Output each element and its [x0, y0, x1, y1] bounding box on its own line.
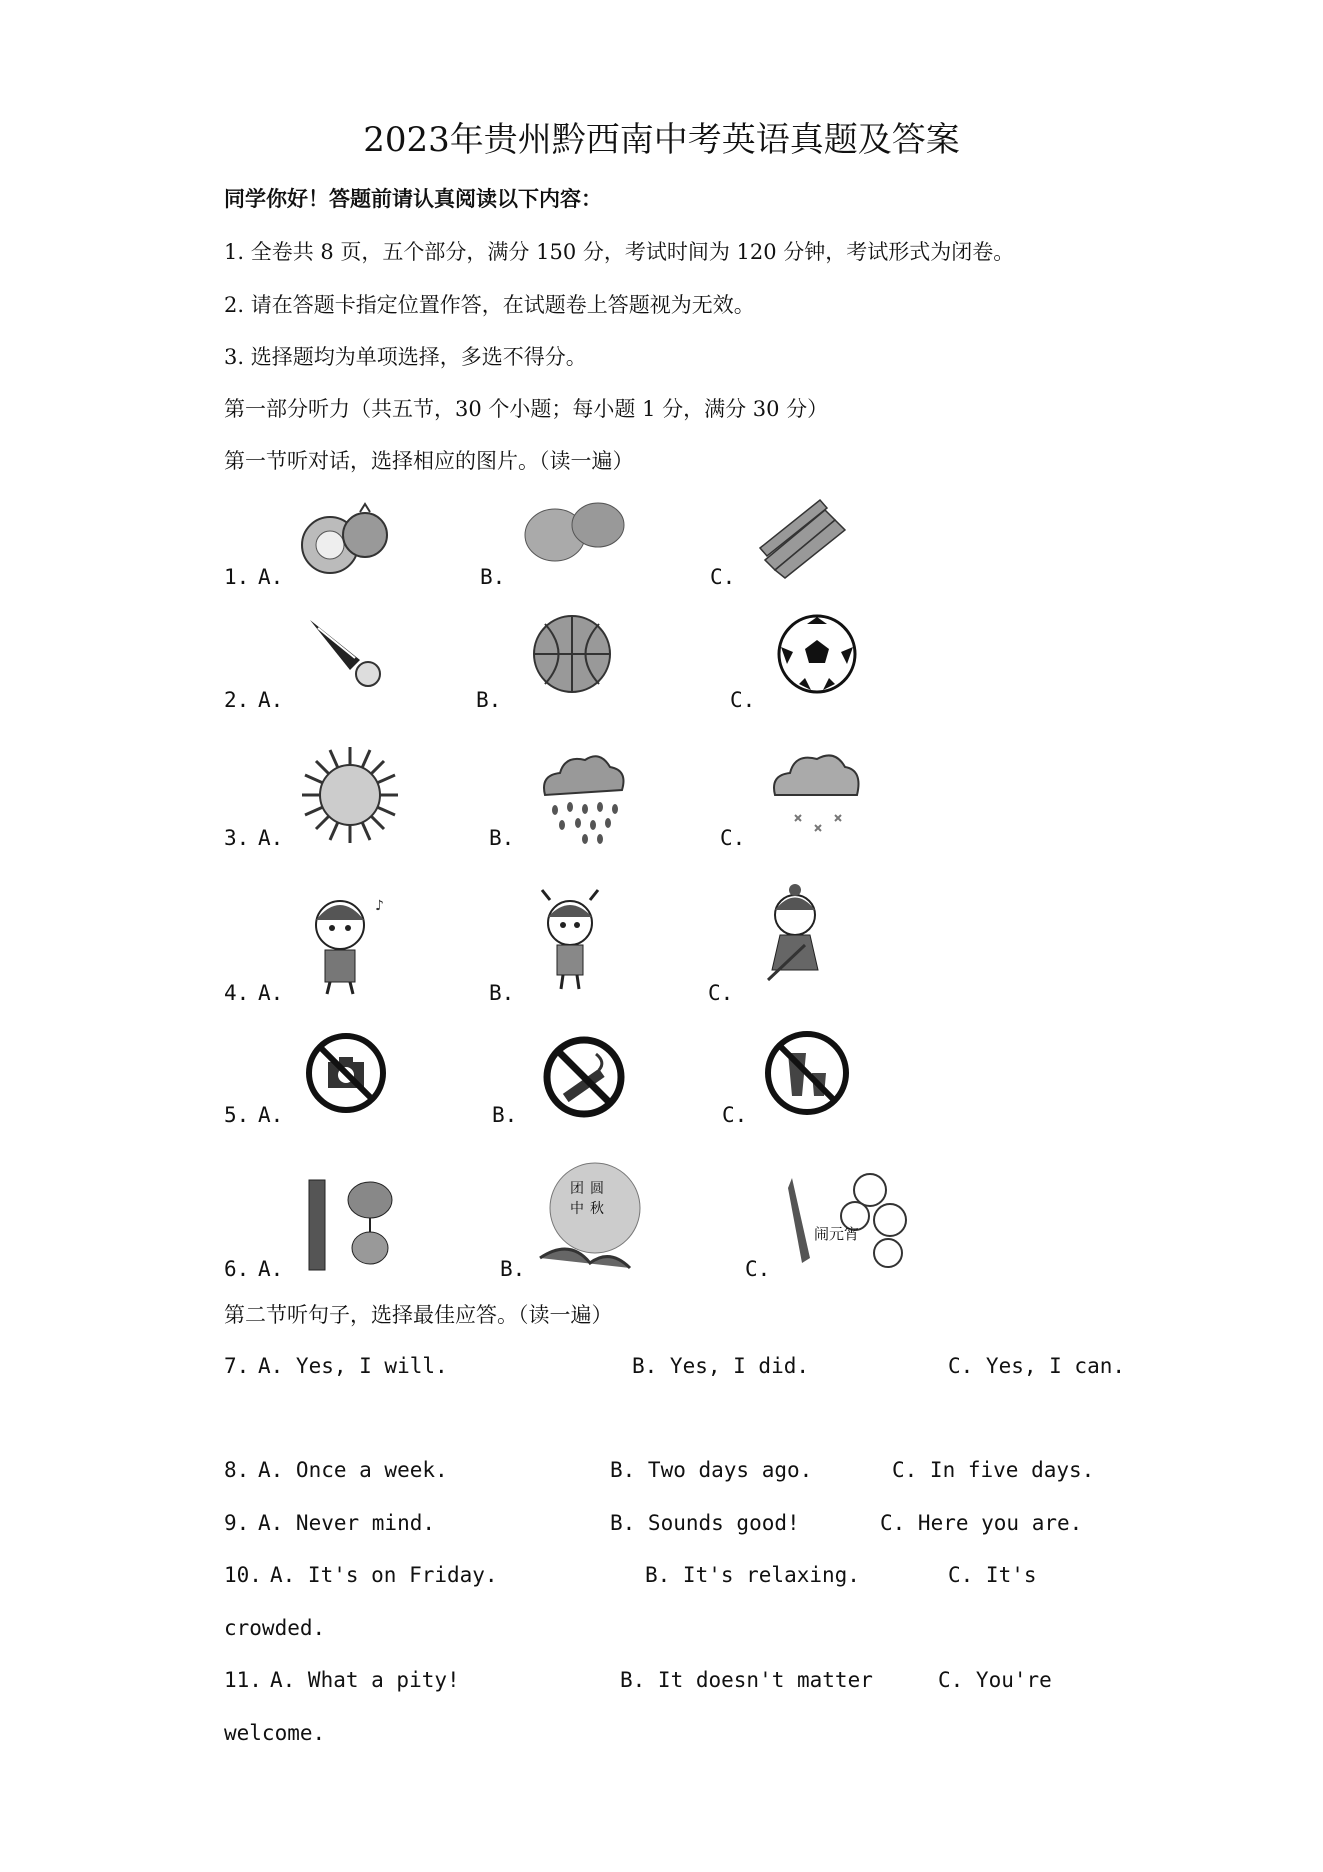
question-number: 5.: [224, 1103, 250, 1127]
option-b: B. Sounds good!: [610, 1511, 800, 1535]
option-c-label: C.: [722, 1103, 748, 1127]
question-number: 7.: [224, 1354, 250, 1378]
option-c: C. You're: [938, 1668, 1052, 1692]
question-number: 8.: [224, 1458, 250, 1482]
option-a: A. Yes, I will.: [258, 1354, 448, 1378]
rain-cloud-icon: [530, 745, 630, 845]
question-number: 1.: [224, 565, 250, 589]
option-b-label: B.: [480, 565, 506, 589]
option-a: A. It's on Friday.: [270, 1563, 498, 1587]
question-number: 4.: [224, 981, 250, 1005]
potatoes-icon: [520, 490, 630, 570]
option-a: A. Once a week.: [258, 1458, 448, 1482]
option-a: A. Never mind.: [258, 1511, 436, 1535]
option-b: B. Two days ago.: [610, 1458, 813, 1482]
option-c-continued: crowded.: [224, 1616, 326, 1640]
soccer-ball-icon: [775, 612, 859, 696]
option-b-label: B.: [476, 688, 502, 712]
option-a-label: A.: [258, 688, 284, 712]
tomatoes-icon: [290, 490, 400, 580]
svg-text:♪: ♪: [375, 898, 384, 914]
question-number: 2.: [224, 688, 250, 712]
no-drinks-icon: [762, 1028, 852, 1118]
option-c-label: C.: [708, 981, 734, 1005]
option-c-label: C.: [710, 565, 736, 589]
question-number: 10.: [224, 1563, 262, 1587]
option-a-label: A.: [258, 981, 284, 1005]
no-smoking-icon: [541, 1034, 627, 1120]
no-photos-icon: [303, 1030, 389, 1116]
option-a-label: A.: [258, 1257, 284, 1281]
mid-autumn-label: 团圆 中秋: [570, 1181, 610, 1217]
question-number: 6.: [224, 1257, 250, 1281]
option-b-label: B.: [489, 981, 515, 1005]
spring-festival-icon: [295, 1170, 405, 1280]
option-b-label: B.: [500, 1257, 526, 1281]
question-number: 9.: [224, 1511, 250, 1535]
section1-heading: 第一节听对话，选择相应的图片。（读一遍）: [224, 449, 634, 473]
option-c: C. Yes, I can.: [948, 1354, 1126, 1378]
option-a-label: A.: [258, 1103, 284, 1127]
intro-greeting: 同学你好！答题前请认真阅读以下内容：: [224, 186, 602, 211]
girl-reading-icon: [525, 885, 625, 995]
section2-heading: 第二节听句子，选择最佳应答。（读一遍）: [224, 1303, 613, 1327]
option-a-label: A.: [258, 826, 284, 850]
rule-2: 2. 请在答题卡指定位置作答，在试题卷上答题视为无效。: [224, 293, 755, 317]
shuttlecock-icon: [300, 610, 390, 690]
option-c-label: C.: [745, 1257, 771, 1281]
option-c: C. It's: [948, 1563, 1037, 1587]
page-title: 2023年贵州黔西南中考英语真题及答案: [363, 120, 960, 160]
option-c-label: C.: [730, 688, 756, 712]
mid-autumn-icon: [530, 1158, 650, 1278]
girl-sweeping-icon: [750, 880, 850, 995]
girl-singing-icon: [295, 890, 405, 1000]
question-number: 3.: [224, 826, 250, 850]
basketball-icon: [530, 612, 614, 696]
lantern-festival-label: 闹元宵: [814, 1225, 860, 1243]
part1-heading: 第一部分听力（共五节，30 个小题；每小题 1 分，满分 30 分）: [224, 397, 829, 421]
question-number: 11.: [224, 1668, 262, 1692]
option-b: B. It doesn't matter: [620, 1668, 873, 1692]
option-b-label: B.: [489, 826, 515, 850]
option-b-label: B.: [492, 1103, 518, 1127]
option-a-label: A.: [258, 565, 284, 589]
option-c: C. In five days.: [892, 1458, 1095, 1482]
sun-icon: [300, 745, 400, 845]
carrots-icon: [755, 490, 855, 580]
lantern-festival-icon: [780, 1168, 915, 1278]
option-c-label: C.: [720, 826, 746, 850]
option-c-continued: welcome.: [224, 1721, 326, 1745]
option-c: C. Here you are.: [880, 1511, 1083, 1535]
rule-3: 3. 选择题均为单项选择，多选不得分。: [224, 345, 587, 369]
snow-cloud-icon: [765, 745, 865, 840]
rule-1: 1. 全卷共 8 页，五个部分，满分 150 分，考试时间为 120 分钟，考试形式为闭卷。: [224, 240, 1015, 264]
option-b: B. It's relaxing.: [645, 1563, 860, 1587]
option-a: A. What a pity!: [270, 1668, 460, 1692]
option-b: B. Yes, I did.: [632, 1354, 810, 1378]
